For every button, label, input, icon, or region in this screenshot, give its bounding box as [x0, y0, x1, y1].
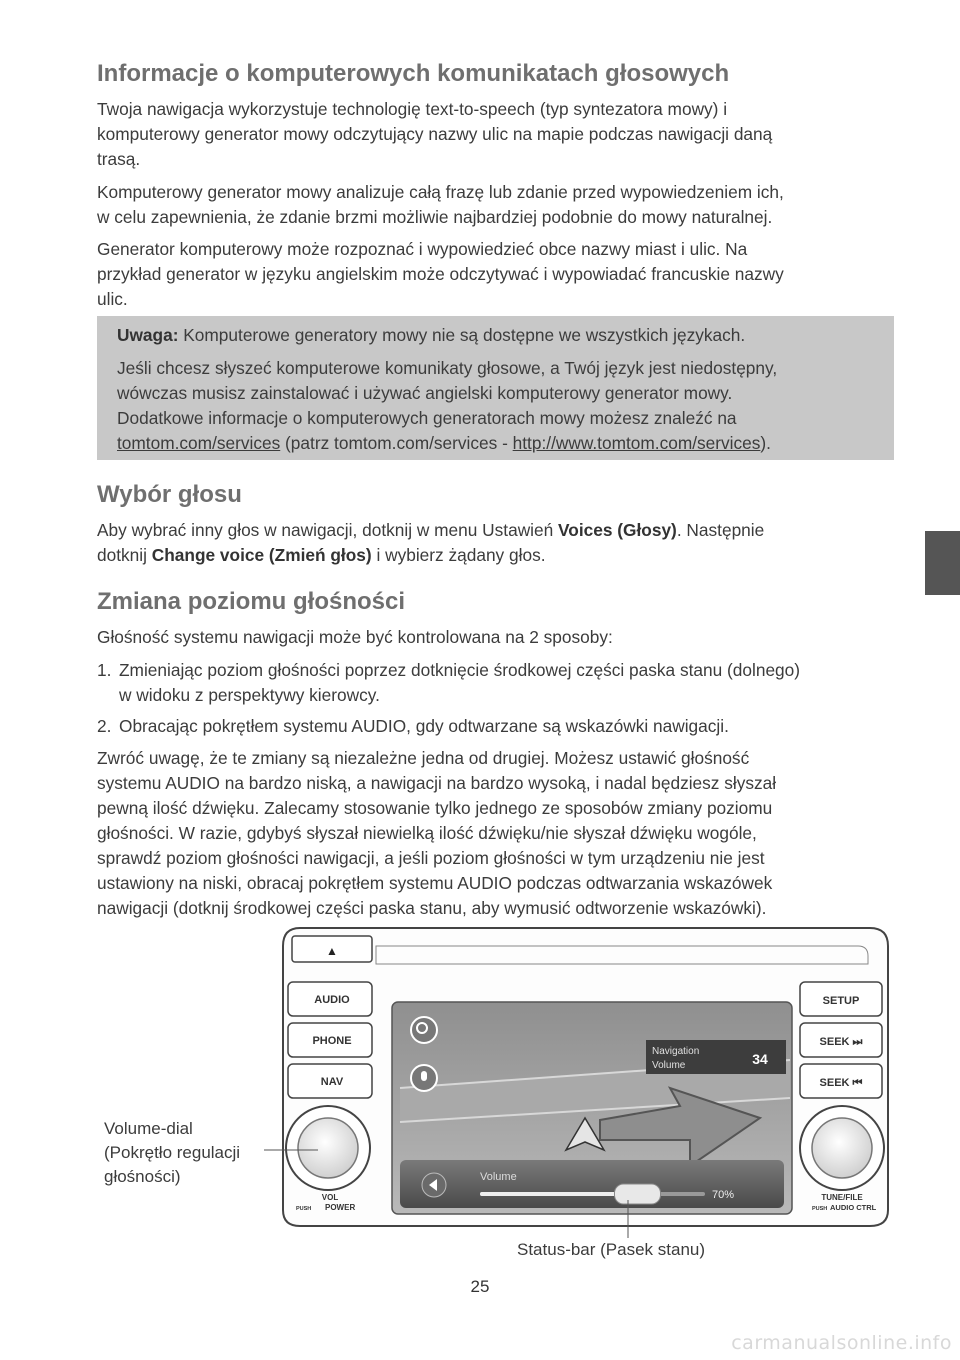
status-bar-callout: Status-bar (Pasek stanu) [517, 1240, 706, 1259]
status-volume-percent: 70% [712, 1189, 735, 1201]
setup-button-label: SETUP [822, 995, 860, 1007]
vol-push-label: PUSH [296, 1206, 312, 1212]
text-line: Zmieniając poziom głośności poprzez dotknięcie środkowej części paska stanu (dolnego) [119, 660, 801, 680]
menu-term: Voices (Głosy) [558, 520, 677, 540]
nav-button-label: NAV [320, 1076, 344, 1088]
page-number: 25 [470, 1277, 490, 1296]
text-line: Zwróć uwagę, że te zmiany są niezależne jedna od drugiej. Możesz ustawić głośność [97, 748, 750, 768]
text-line: głośności. W razie, gdybyś słyszał niewielką ilość dźwięku/nie słyszał dźwięku wogóle, [97, 823, 757, 843]
tune-ctrl-label: AUDIO CTRL [830, 1203, 877, 1212]
section-title-voice-info: Informacje o komputerowych komunikatach głosowych [97, 60, 730, 87]
text-line: Obracając pokrętłem systemu AUDIO, gdy odtwarzane są wskazówki nawigacji. [119, 716, 729, 736]
text-line: pewną ilość dźwięku. Zalecamy stosowanie tylko jednego ze sposobów zmiany poziomu [97, 798, 773, 818]
tune-push-label: PUSH [812, 1206, 828, 1212]
vol-power-label: POWER [325, 1203, 356, 1212]
text-line: Twoja nawigacja wykorzystuje technologię text-to-speech (typ syntezatora mowy) i [97, 99, 728, 119]
navigation-volume-value: 34 [752, 1051, 768, 1067]
text-line: ulic. [97, 289, 128, 309]
text-line: Dodatkowe informacje o komputerowych generatorach mowy możesz znaleźć na [117, 408, 737, 428]
text-line: wówczas musisz zainstalować i używać angielski komputerowy generator mowy. [117, 383, 733, 403]
paragraph-volume-intro: Głośność systemu nawigacji może być kontrolowana na 2 sposoby: [97, 627, 613, 647]
text-line: w celu zapewnienia, że zdanie brzmi możliwie najbardziej podobnie do mowy naturalnej. [97, 207, 773, 227]
text-line: trasą. [97, 149, 141, 169]
note-text: Komputerowe generatory mowy nie są dostępne we wszystkich językach. [178, 325, 746, 345]
watermark: carmanualsonline.info [731, 1332, 952, 1354]
text-line: ustawiony na niski, obracaj pokrętłem systemu AUDIO podczas odtwarzania wskazówek [97, 873, 773, 893]
section-title-voice-choice: Wybór głosu [97, 481, 242, 508]
text-span: i wybierz żądany głos. [371, 545, 546, 565]
volume-slider-thumb[interactable] [615, 1184, 661, 1204]
phone-button-label: PHONE [312, 1035, 352, 1047]
eject-icon: ▲ [326, 944, 338, 958]
text-span: dotknij [97, 545, 152, 565]
audio-button-label: AUDIO [314, 994, 350, 1006]
callout-line: głośności) [104, 1167, 181, 1186]
section-title-volume: Zmiana poziomu głośności [97, 588, 406, 615]
text-line: sprawdź poziom głośności nawigacji, a jeśli poziom głośności w tym urządzeniu nie jest [97, 848, 765, 868]
note-label: Uwaga: [117, 325, 179, 345]
text-span: Aby wybrać inny głos w nawigacji, dotknij w menu Ustawień [97, 520, 559, 540]
callout-line: Volume-dial [104, 1119, 193, 1138]
text-line: Komputerowy generator mowy analizuje całą frazę lub zdanie przed wypowiedzeniem ich, [97, 182, 784, 202]
seek-prev-button-label: SEEK ⏮ [819, 1077, 863, 1089]
vol-label: VOL [321, 1193, 339, 1202]
status-volume-label: Volume [480, 1171, 517, 1183]
navigation-volume-label: Navigation [652, 1046, 700, 1057]
microphone-icon-body [421, 1071, 427, 1081]
volume-dial-callout [104, 1117, 240, 1189]
text-line: systemu AUDIO na bardzo niską, a nawigacji na bardzo wysoką, i nadal będziesz słyszał [97, 773, 777, 793]
text-line: w widoku z perspektywy kierowcy. [119, 685, 380, 705]
text-span: ). [760, 433, 771, 453]
menu-term: Change voice (Zmień głos) [151, 545, 372, 565]
text-line: przykład generator w języku angielskim może odczytywać i wypowiadać francuskie nazwy [97, 264, 784, 284]
link-tomtom-url[interactable]: http://www.tomtom.com/services [512, 433, 761, 453]
seek-next-button-label: SEEK ⏭ [819, 1036, 863, 1048]
callout-line: (Pokrętło regulacji [104, 1143, 241, 1162]
text-line: komputerowy generator mowy odczytujący nazwy ulic na mapie podczas nawigacji daną [97, 124, 773, 144]
tune-dial-cap [812, 1118, 872, 1178]
link-tomtom-services[interactable]: tomtom.com/services [117, 433, 281, 453]
text-line: Jeśli chcesz słyszeć komputerowe komunikaty głosowe, a Twój język jest niedostępny, [117, 358, 778, 378]
volume-dial-cap [298, 1118, 358, 1178]
tune-label: TUNE/FILE [821, 1193, 863, 1202]
volume-slider-fill [480, 1192, 638, 1196]
text-span: . Następnie [676, 520, 765, 540]
text-line: nawigacji (dotknij środkowej części paska stanu, aby wymusić odtworzenie wskazówki). [97, 898, 767, 918]
text-line: Generator komputerowy może rozpoznać i wypowiedzieć obce nazwy miast i ulic. Na [97, 239, 748, 259]
navigation-volume-label: Volume [652, 1060, 686, 1071]
search-icon[interactable] [411, 1017, 437, 1043]
list-number: 2. [97, 716, 112, 736]
text-span: (patrz tomtom.com/services - [280, 433, 513, 453]
list-number: 1. [97, 660, 112, 680]
